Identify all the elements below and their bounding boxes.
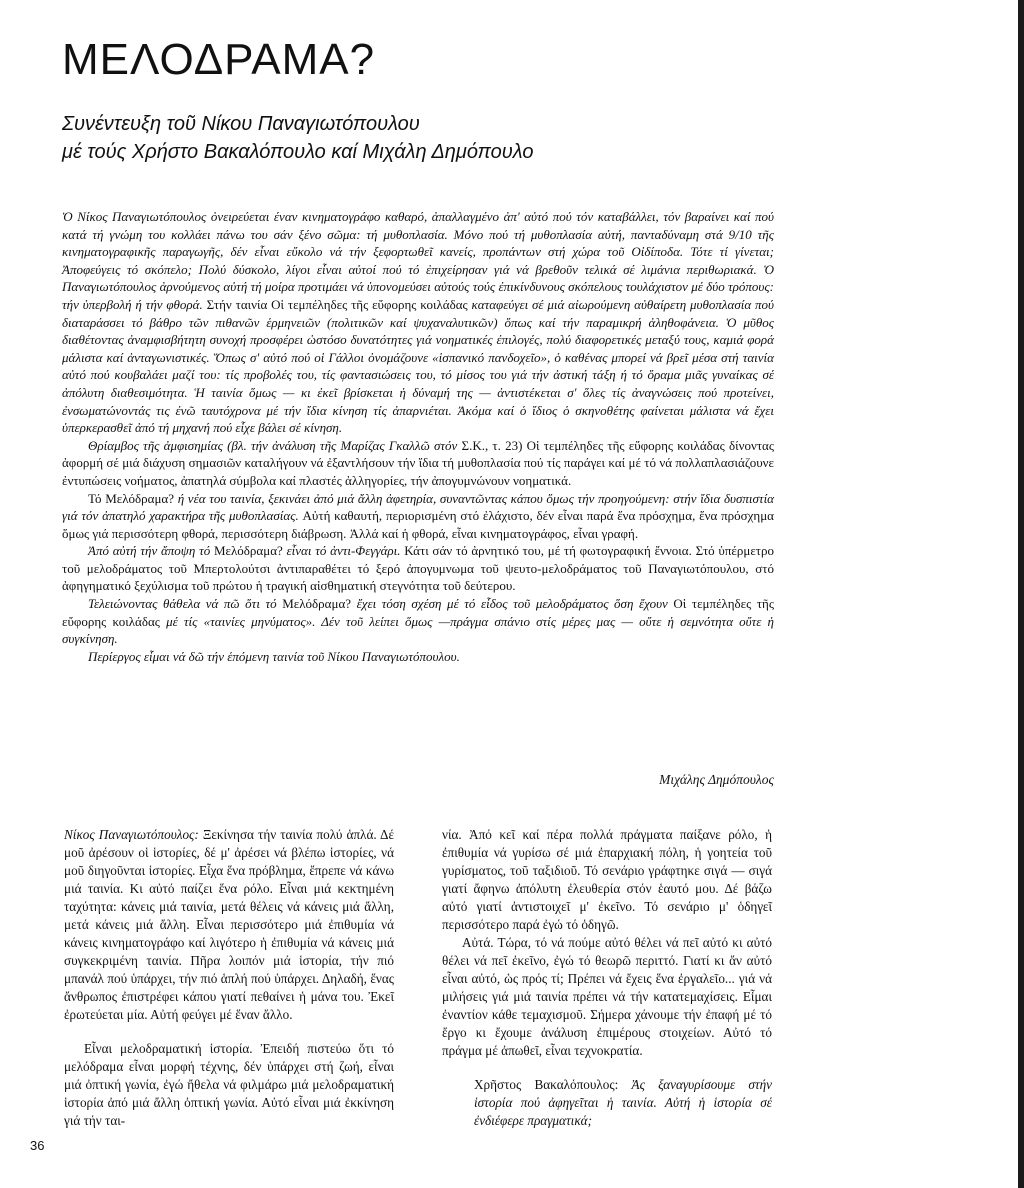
interview-paragraph: Εἶναι μελοδραματική ἱστορία. Ἐπειδή πιστεύω ὅτι τό μελόδραμα εἶναι μορφή τέχνης, δέν ὑπάρχει στή ζωή, εἶναι μιά ὀπτική γωνία, ἐγώ ἤθελα νά φιλμάρω μιά μελοδραματική ἱστορία ἀπό μιά ἄλλη ὀπτική γωνία. Αὐτό εἶναι μιά ἐκκίνηση γιά τήν ται- bbox=[64, 1041, 394, 1128]
subtitle-line: μέ τούς Χρήστο Βακαλόπουλο καί Μιχάλη Δημόπουλο bbox=[62, 141, 534, 163]
intro-paragraph bbox=[62, 437, 774, 490]
film-title: Στήν ταινία Οἱ τεμπέληδες τῆς εὔφορης κοιλάδας bbox=[206, 296, 468, 312]
scan-edge-bar bbox=[1018, 0, 1024, 1188]
film-title: Τό Μελόδραμα? bbox=[88, 490, 175, 506]
interview-paragraph: νία. Ἀπό κεῖ καί πέρα πολλά πράγματα παίξανε ρόλο, ἡ ἐπιθυμία νά γυρίσω σέ μιά ἐπαρχιακή πόλη, ἡ γοητεία τοῦ γυρίσματος, τοῦ ταξιδιοῦ. Τό σενάριο γράφτηκε σιγά — σιγά γιατί ἄφηνω ἀπόλυτη ἐλευθερία στόν ἑαυτό μου. Δέ βάζω αὐτό γιατί ἀντιστοιχεῖ μ' ἐκεῖνο. Τό σενάριο μ' ὁδηγεῖ περισσότερο παρά ἐγώ τό ὁδηγῶ. bbox=[442, 827, 772, 932]
intro-paragraph bbox=[62, 490, 774, 543]
intro-paragraph bbox=[62, 595, 774, 648]
intro-text-part: Κάτι σάν τό ἀρνητικό του, μέ τή φωτογραφική ἔννοια. Στό ὑπέρμετρο τοῦ μελοδράματος τοῦ Μπερτολούτσι ἀντιπαραθέτει τό ξερό ἀπογυμνωμα τοῦ ψευτο-μελοδράματος τοῦ Παναγιωτόπουλου, στό ἀφηγηματικό ξεχύλισμα τοῦ πρώτου ἡ τραγική αἰσθηματική στεγνότητα τοῦ δεύτερου. bbox=[62, 543, 774, 594]
film-title: Μελόδραμα? bbox=[282, 596, 352, 612]
intro-text-part: Ἀπό αὐτή τήν ἄποψη τό bbox=[88, 543, 211, 559]
intro-text-part: καταφεύγει σέ μιά αἰωρούμενη αὐθαίρετη μυθοπλασία πού διαταράσσει τό βάθρο τῶν πιθανῶν ἑρμηνειῶν (πολιτικῶν καί ψυχαναλυτικῶν) ὅπως καί τήν παραμικρή ἀληθοφάνεια. Ὁ μῦθος διαθέτοντας ἀναμφισβήτητη συνοχή προσφέρει ὡστόσο δυνατότητες γιά νοηματικές ἐπιλογές, πολύ διαφορετικές μεταξύ τους, καμιά φορά μάλιστα καί ἀνταγωνιστικές. Ὅπως σ' αὐτό πού οἱ Γάλλοι ὀνομάζουνε «ἱσπανικό πανδοχεῖο», ὁ καθένας μπορεί νά βρεῖ μέσα στή ταινία αὐτό πού κουβαλάει μαζί του: τίς προβολές του, τίς φαντασιώσεις του, τό μίσος του γιά τήν ἀστική τάξη ή τό ὅραμα μιᾶς γυναίκας σέ ἀπόλυτη διαθεσιμότητα. Ἡ ταινία ὅμως — κι ἐκεῖ βρίσκεται ἡ δύναμή της — ἀντιστέκεται σ' ὅλες τίς ἀναγνώσεις πού προτείνει, ἐνσωματώνοντάς τις ἐνῶ ταυτόχρονα μέ τήν ἴδια κίνηση τίς ἀπαρνιέται. Ἀκόμα καί ὁ ἴδιος ὁ σκηνοθέτης φαίνεται μάλιστα νά ἔχει ὑπερκερασθεῖ ἀπό τή μηχανή πού εἶχε βάλει σέ κίνηση. bbox=[62, 296, 775, 436]
interview-answer: Ξεκίνησα τήν ταινία πολύ ἁπλά. Δέ μοῦ ἀρέσουν οἱ ἱστορίες, δέ μ' ἀρέσει νά βλέπω ἱστορίες, νά μοῦ διηγοῦνται ἱστορίες. Εἶχα ἕνα πρόβλημα, ἔπρεπε νά κάνω μιά ταινία. Κι αὐτό παίζει ἕνα ρόλο. Εἶναι μιά κεκτημένη ταχύτητα: κάνεις μιά ταινία, μετά θέλεις νά κάνεις μιά ἄλλη, μετά κάνεις μιά ἄλλη. Εἶναι περισσότερο μιά ἐπιθυμία νά κάνεις κινηματογράφο καί λιγότερο ἡ ἐπιθυμία νά κάνεις μιά συγκεκριμένη ταινία. Πῆρα λοιπόν μιά ἱστορία, τήν πιό μπανάλ πού ὑπάρχει, τήν πιό ἁπλή πού ὑπάρχει. Δηλαδή, ἕνας ἄνθρωπος ἐπιστρέφει κάπου γιατί πεθαίνει ἡ μάνα του. Ἐκεῖ ἐρωτεύεται μία. Αὐτή φεύγει μέ ἕναν ἄλλο. bbox=[64, 827, 394, 1022]
intro-paragraph: Περίεργος εἶμαι νά δῶ τήν ἑπόμενη ταινία τοῦ Νίκου Παναγιωτόπουλου. bbox=[88, 648, 460, 664]
author-signature: Μιχάλης Δημόπουλος bbox=[659, 772, 774, 787]
intro-paragraph bbox=[62, 542, 774, 595]
intro-text-part: ἔχει τόση σχέση μέ τό εἶδος τοῦ μελοδράματος ὅση ἔχουν bbox=[356, 596, 668, 612]
film-title: Οἱ τεμπέληδες τῆς εὔφορης κοιλάδας bbox=[62, 596, 774, 629]
intro-text bbox=[62, 208, 774, 665]
intro-text-part: εἶναι τό ἀντι-Φεγγάρι. bbox=[286, 543, 401, 559]
intro-text-part: μέ τίς «ταινίες μηνύματος». Δέν τοῦ λείπει ὅμως —πράγμα σπάνιο στίς μέρες μας — οὔτε ἡ σεμνότητα οὔτε ἡ συγκίνηση. bbox=[62, 613, 775, 647]
speaker-name: Νίκος Παναγιωτόπουλος: bbox=[64, 827, 199, 842]
subtitle-line: Συνέντευξη τοῦ Νίκου Παναγιωτόπουλου bbox=[62, 113, 420, 135]
intro-text-part: Τελειώνοντας θάθελα νά πῶ ὅτι τό bbox=[88, 596, 277, 612]
film-title: Μελόδραμα? bbox=[213, 543, 283, 559]
article-subtitle bbox=[62, 110, 533, 166]
interview-column-right bbox=[442, 826, 772, 1130]
intro-text-part: Θρίαμβος τῆς ἀμφισημίας (βλ. τήν ἀνάλυση τῆς Μαρίζας Γκαλλῶ στόν bbox=[88, 437, 458, 453]
intro-text-part: Αὐτή καθαυτή, περιορισμένη στό ἐλάχιστο, δέν εἶναι παρά ἕνα πρόσχημα, ἕνα πρόσχημα ὅμως γιά περισσότερη φθορά, περισσότερη διάβρωση. Ἀλλά καί ἡ φθορά, εἶναι κινηματογράφος, εἶναι γραφή. bbox=[62, 508, 774, 541]
article-title: ΜΕΛΟΔΡΑΜΑ? bbox=[62, 35, 376, 84]
question-text: Ἀς ξαναγυρίσουμε στήν ἱστορία πού ἀφηγεῖται ἡ ταινία. Αὐτή ἡ ἱστορία σέ ἐνδιέφερε πραγματικά; bbox=[474, 1077, 773, 1128]
interview-paragraph: Αὐτά. Τώρα, τό νά πούμε αὐτό θέλει νά πεῖ αὐτό κι αὐτό θέλει νά πεῖ ἐκεῖνο, ἐγώ τό θεωρῶ περιττό. Γιατί κι ἄν αὐτό εἶναι αὐτό, ὡς πρός τί; Πρέπει νά ἔχεις ἕνα ἐργαλεῖο... γιά νά μιλήσεις γιά μιά ταινία πρέπει νά τήν κατατεμαχίσεις. Εἶμαι ἐναντίον κάθε τεμαχισμοῦ. Σήμερα χάνουμε τήν ἐπαφή μέ τό ἔργο κι ἔχουμε ἀνάλυση ἐπιμέρους στοιχείων. Αὐτό τό πράγμα μέ ἀπωθεῖ, εἶναι τεχνοκρατία. bbox=[442, 935, 772, 1058]
speaker-name: Χρῆστος Βακαλόπουλος: bbox=[474, 1077, 619, 1092]
intro-paragraph bbox=[62, 208, 774, 437]
intro-text-part: ή νέα του ταινία, ξεκινάει ἀπό μιά ἄλλη ἀφετηρία, συναντῶντας κάπου ὅμως τήν προηγούμενη: στήν ἴδια δυσπιστία γιά τόν ἀπατηλό χαρακτήρα τῆς μυθοπλασίας. bbox=[62, 490, 774, 524]
interview-question bbox=[442, 1076, 772, 1130]
interview-column-left bbox=[64, 826, 394, 1130]
intro-text-part: Ὁ Νίκος Παναγιωτόπουλος ὀνειρεύεται έναν κινηματογράφο καθαρό, ἀπαλλαγμένο ἀπ' αὐτό πού τόν καταβάλλει, τόν βαραίνει καί πού κατά τή γνώμη του κολλάει πάνω του σάν ξένο σῶμα: τή μυθοπλασία. Μόνο πού τή μυθοπλασία αὐτή, πανταδύναμη στά 9/10 τῆς κινηματογραφικῆς παραγωγῆς, δέν εἶναι εὔκολο νά τήν ξεφορτωθεῖ κανείς, προπάντων στή χώρα τοῦ Οἰδίποδα. Τότε τί γίνεται; Ἀποφεύγεις τό σκόπελο; Πολύ δύσκολο, λίγοι εἶναι αὐτοί πού τό ἐπιχείρησαν γιά νά βρεθοῦν τελικά σέ λιμάνια περιθωριακά. Ὁ Παναγιωτόπουλος ἀρνούμενος αὐτή τή μοίρα προτιμάει νά ὑπονομεύσει αὐτούς τούς ἐπικίνδυνους σκόπελους τουλάχιστον μέ δύο τρόπους: τήν ὑπερβολή ή τήν φθορά. bbox=[62, 209, 774, 312]
magazine-reference: Σ.Κ., τ. 23) Οἱ τεμπέληδες τῆς εὔφορης κοιλάδας δίνοντας ἀφορμή σέ μιά διάχυση σημασιῶν καταλήγουν νά ἐξαντλήσουν τήν ἴδια τή μυθοπλασία πού τίς παράγει καί μέ τό νά πολλαπλασιάζουνε ἐντυπώσεις νοήματος, ἀπατηλά σύμβολα καί πλαστές ἀλληγορίες, τήν ἀπογυμνώνουν νοηματικά. bbox=[62, 437, 775, 488]
page-number: 36 bbox=[30, 1138, 45, 1153]
interview-paragraph bbox=[64, 826, 394, 1024]
